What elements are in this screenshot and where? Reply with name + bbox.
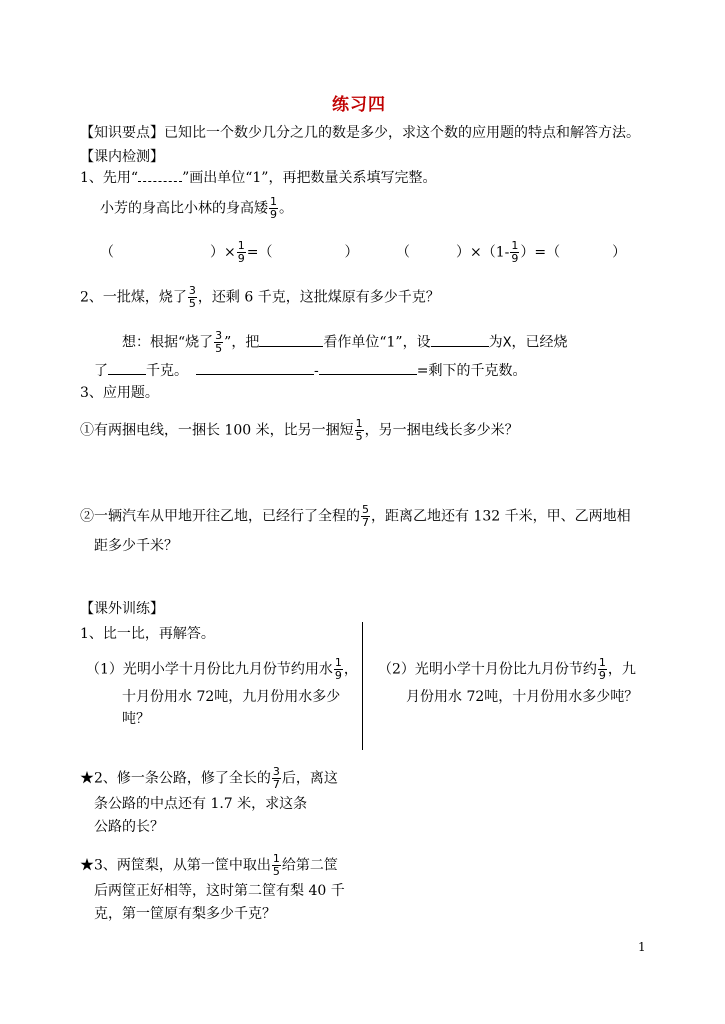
q2-text-b: ，还剩 6 千克，这批煤原有多少千克？ [197, 289, 440, 306]
q1-fraction [269, 196, 278, 221]
q2-line2-end: =剩下的千克数。 [416, 363, 527, 379]
knowledge-label: 【知识要点】 [80, 125, 164, 141]
frac-den: 9 [598, 669, 606, 682]
frac-num: 1 [270, 195, 277, 208]
eq-left-open: （ [100, 244, 114, 261]
eq-left-close: ）× [210, 244, 236, 261]
frac-num: 3 [215, 329, 223, 342]
eq-left-equals: =（ [246, 244, 273, 261]
frac-den: 9 [237, 252, 245, 265]
q3-p2-b: ，距离乙地还有 132 千米，甲、乙两地相 [371, 508, 631, 525]
q2-blank-burned-kg[interactable] [319, 362, 417, 375]
page-title: 练习四 [332, 95, 386, 115]
section-extra-heading: 【课外训练】 [80, 601, 164, 617]
frac-den: 9 [270, 208, 277, 221]
q2-think-b: ”，把 [224, 334, 260, 351]
q2-think-line2 [94, 362, 526, 380]
q2-think-c: 看作单位“1”，设 [323, 334, 431, 351]
e2-fraction [272, 766, 281, 791]
q3-p2-a: ②一辆汽车从甲地开往乙地，已经行了全程的 [80, 508, 360, 525]
e1-label: 1、比一比，再解答。 [80, 626, 215, 642]
e2-line2: 条公路的中点还有 1.7 米，求这条 [94, 796, 308, 812]
e1-right-line1 [378, 657, 636, 682]
e1-left-line2: 十月份用水 72吨，九月份用水多少 [122, 689, 341, 705]
frac-num: 1 [511, 239, 519, 252]
e2-b: 后，离这 [281, 770, 338, 787]
q3-problem-2-line2: 距多少千米？ [94, 538, 178, 554]
frac-den: 5 [215, 342, 223, 355]
e3-b: 给第二筐 [281, 857, 338, 874]
e1-left-b: ， [343, 661, 358, 678]
q1-equation-right [396, 240, 626, 265]
q2-line2-b: 千克。 [146, 363, 188, 379]
eq-left-fraction [237, 240, 246, 265]
knowledge-points [80, 124, 640, 142]
q1-sentence-end: 。 [279, 200, 293, 217]
eq-right-open: （ [396, 244, 410, 261]
e3-line2: 后两筐正好相等，这时第二筐有梨 40 千 [94, 883, 345, 899]
q2-think-e: ，已经烧 [511, 334, 568, 351]
eq-right-equals: ）=（ [520, 244, 561, 261]
frac-num: 1 [334, 656, 342, 669]
frac-num: 3 [272, 765, 280, 778]
e1-left-line1 [86, 657, 358, 682]
page-number: 1 [638, 940, 646, 954]
q3-p1-a: ①有两捆电线，一捆长 100 米，比另一捆短 [80, 422, 354, 439]
eq-left-end: ） [344, 244, 359, 261]
q2-blank-total[interactable] [196, 362, 314, 375]
q2-blank-burned[interactable] [108, 362, 146, 375]
q3-p2-fraction [361, 504, 370, 529]
q2-blank-unit[interactable] [259, 334, 323, 347]
section-in-class-heading: 【课内检测】 [80, 149, 164, 165]
frac-den: 9 [334, 669, 342, 682]
frac-den: 7 [272, 778, 280, 791]
frac-den: 5 [188, 297, 196, 310]
q1-equation-left [100, 240, 358, 265]
e1-right-b: ，九 [607, 661, 636, 678]
q2-blank-var[interactable] [431, 334, 489, 347]
q3-problem-1 [80, 418, 519, 443]
e2-a: ★2、修一条公路，修了全长的 [80, 770, 271, 787]
e3-fraction [272, 853, 281, 878]
q1-sentence-text: 小芳的身高比小林的身高矮 [100, 200, 268, 217]
e1-left-fraction [334, 657, 343, 682]
frac-den: 7 [362, 516, 369, 529]
q2-think-d: 为 [488, 334, 503, 351]
q3-problem-2 [80, 504, 631, 529]
q1-sentence [100, 196, 293, 221]
knowledge-text: 已知比一个数少几分之几的数是多少，求这个数的应用题的特点和解答方法。 [164, 125, 640, 141]
e2-line3: 公路的长？ [94, 819, 164, 835]
frac-num: 3 [188, 284, 196, 297]
eq-right-mid: ）×（1- [456, 244, 510, 261]
e3-line1 [80, 853, 338, 878]
e2-line1 [80, 766, 338, 791]
frac-num: 1 [272, 852, 280, 865]
frac-num: 1 [598, 656, 606, 669]
q3-label: 3、应用题。 [80, 385, 159, 401]
column-divider [362, 622, 363, 750]
q3-p1-fraction [355, 418, 364, 443]
frac-num: 5 [362, 503, 369, 516]
q2-think-fraction [214, 330, 223, 355]
e3-line3: 克，第一筐原有梨多少千克？ [94, 906, 276, 922]
e1-left-a: （1）光明小学十月份比九月份节约用水 [86, 661, 333, 678]
q2-think-a: 想：根据“烧了 [122, 334, 214, 351]
frac-den: 5 [355, 430, 363, 443]
q1-dashed-blank [138, 169, 182, 182]
frac-den: 9 [511, 252, 519, 265]
q1-prefix: 1、先用“ [80, 170, 139, 186]
q1-instruction [80, 169, 436, 187]
e1-left-line3: 吨？ [122, 711, 150, 727]
q2-line2-a: 了 [94, 363, 108, 379]
eq-right-fraction [510, 240, 519, 265]
q1-suffix: ”画出单位“1”，再把数量关系填写完整。 [182, 170, 437, 186]
q2-fraction [188, 285, 197, 310]
q2-var-x: X [502, 335, 512, 351]
frac-num: 1 [237, 239, 245, 252]
e1-right-line2: 月份用水 72吨，十月份用水多少吨？ [406, 689, 639, 705]
q2-text-a: 2、一批煤，烧了 [80, 289, 187, 306]
e3-a: ★3、两筐梨，从第一筐中取出 [80, 857, 271, 874]
frac-num: 1 [355, 417, 363, 430]
q2-question [80, 285, 440, 310]
q2-minus: - [314, 363, 319, 379]
e1-right-fraction [598, 657, 607, 682]
eq-right-end: ） [612, 244, 627, 261]
frac-den: 5 [272, 865, 280, 878]
q2-think-line1 [122, 330, 567, 355]
q3-p1-b: ，另一捆电线长多少米？ [364, 422, 519, 439]
e1-right-a: （2）光明小学十月份比九月份节约 [378, 661, 597, 678]
